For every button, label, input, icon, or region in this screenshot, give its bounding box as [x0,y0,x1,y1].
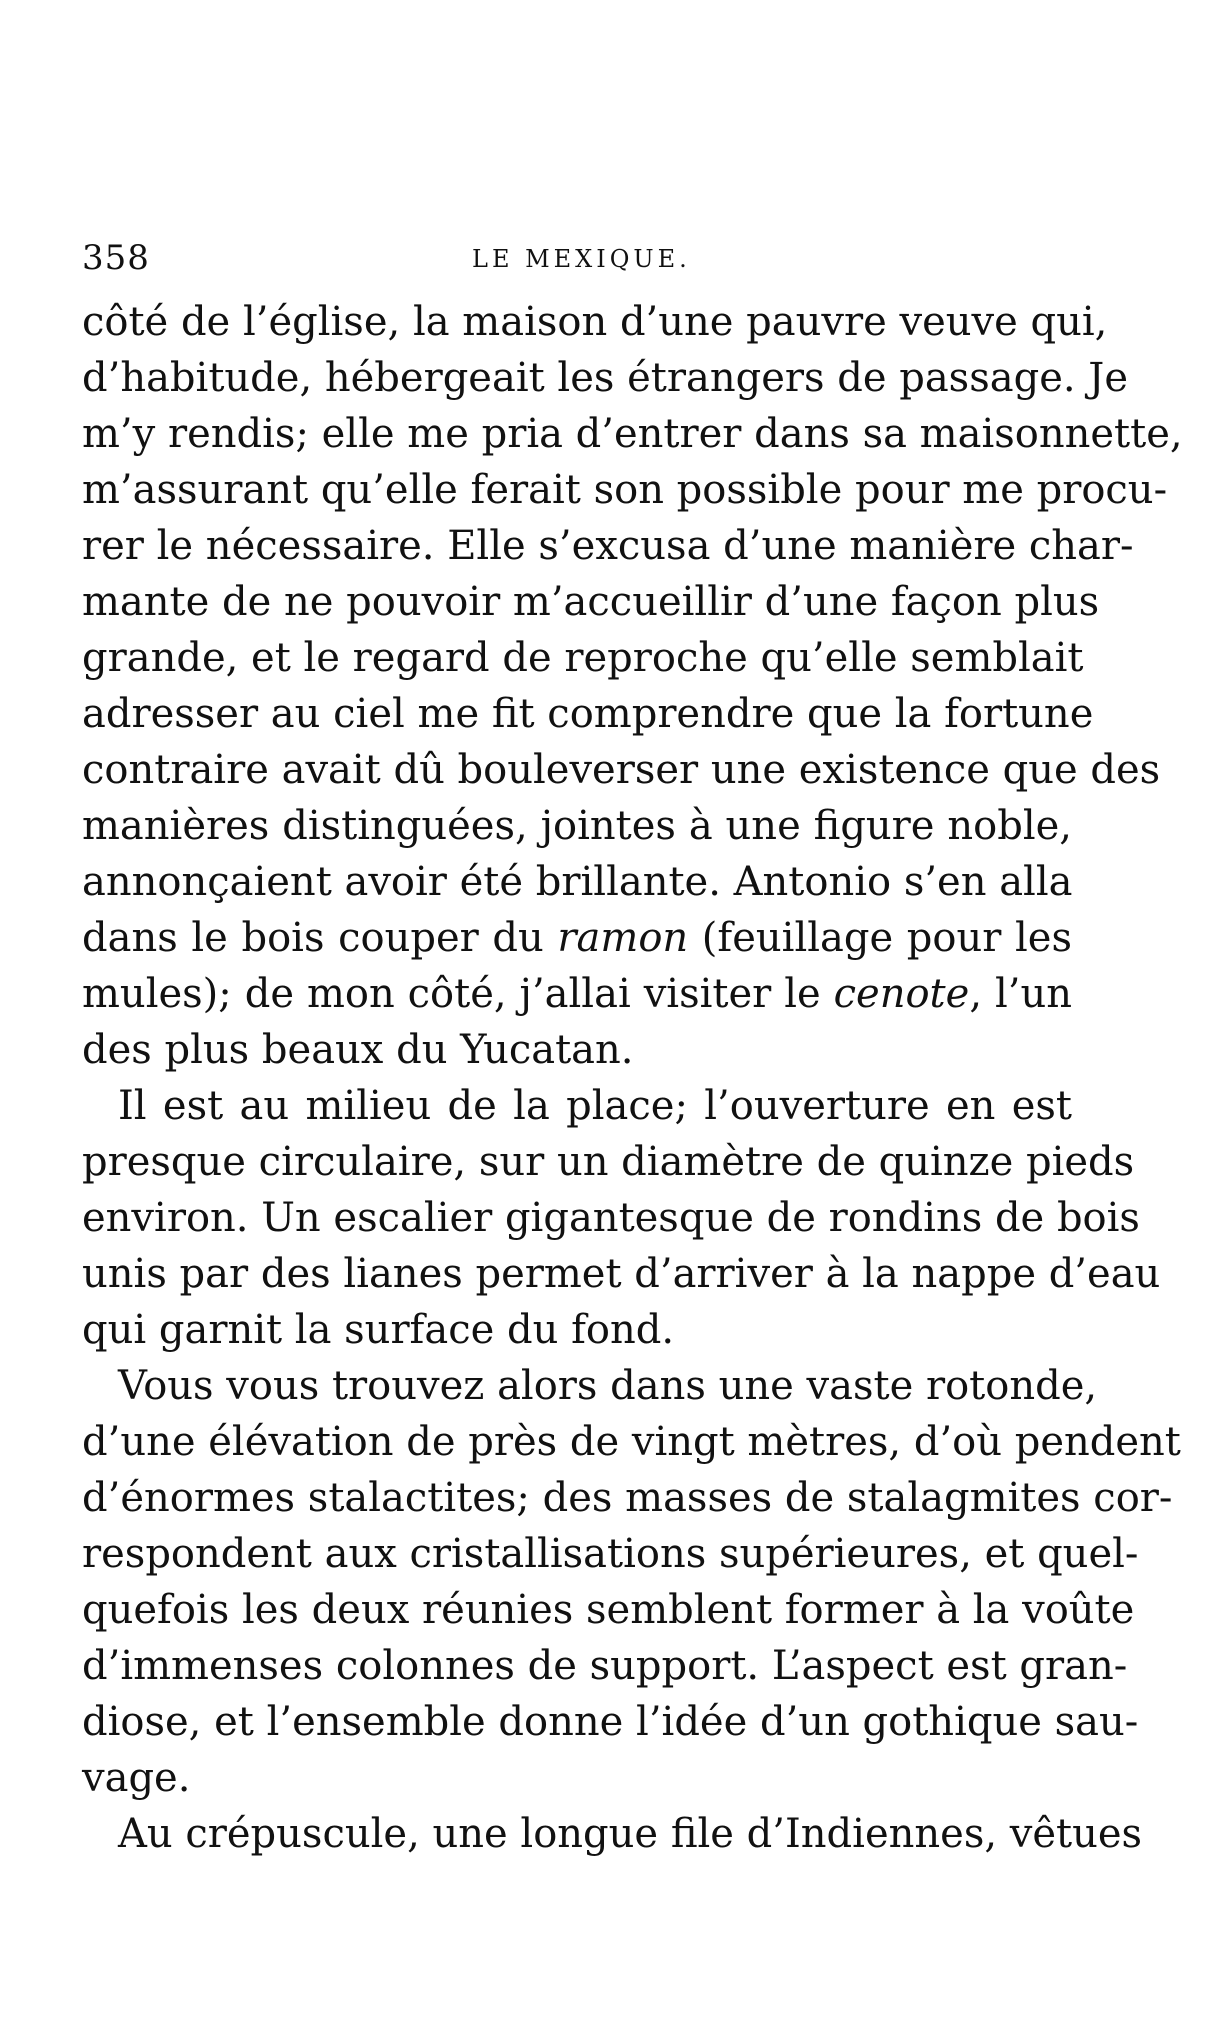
text-line: m’y rendis; elle me pria d’entrer dans sa maisonnette, [82,411,1183,457]
italic-term: cenote [833,971,970,1017]
text-line: annonçaient avoir été brillante. Antonio s’en alla [82,859,1073,905]
text-line: Il est au milieu de la place; l’ouverture en est [118,1083,1072,1129]
text-line: contraire avait dû bouleverser une existence que des [82,747,1161,793]
text-line: Au crépuscule, une longue file d’Indiennes, vêtues [118,1811,1143,1857]
text-line: des plus beaux du Yucatan. [82,1027,634,1073]
text-line: Vous vous trouvez alors dans une vaste rotonde, [118,1363,1098,1409]
text-segment: , l’un [969,971,1073,1017]
text-line: mante de ne pouvoir m’accueillir d’une façon plus [82,579,1100,625]
text-line: diose, et l’ensemble donne l’idée d’un gothique sau- [82,1699,1139,1745]
text-line: d’habitude, hébergeait les étrangers de passage. Je [82,355,1128,401]
text-segment: (feuillage pour les [688,915,1072,961]
text-line: qui garnit la surface du fond. [82,1307,675,1353]
text-line: unis par des lianes permet d’arriver à la nappe d’eau [82,1251,1161,1297]
text-line: grande, et le regard de reproche qu’elle semblait [82,635,1084,681]
page-number: 358 [82,238,150,278]
text-line: adresser au ciel me fit comprendre que la fortune [82,691,1094,737]
text-line: environ. Un escalier gigantesque de rondins de bois [82,1195,1140,1241]
text-segment: mules); de mon côté, j’allai visiter le [82,971,834,1017]
italic-term: ramon [557,915,689,961]
text-line: d’une élévation de près de vingt mètres, d’où pendent [82,1419,1181,1465]
text-line: d’immenses colonnes de support. L’aspect est gran- [82,1643,1128,1689]
text-line-with-italic [82,913,1072,963]
text-line: quefois les deux réunies semblent former à la voûte [82,1587,1135,1633]
text-line: d’énormes stalactites; des masses de stalagmites cor- [82,1475,1173,1521]
text-line: côté de l’église, la maison d’une pauvre veuve qui, [82,299,1108,345]
text-line: m’assurant qu’elle ferait son possible pour me procu- [82,467,1168,513]
text-line: manières distinguées, jointes à une figure noble, [82,803,1072,849]
text-line: rer le nécessaire. Elle s’excusa d’une manière char- [82,523,1134,569]
text-line-with-italic [82,969,1072,1019]
text-segment: dans le bois couper du [82,915,558,961]
running-head: LE MEXIQUE. [472,245,691,273]
text-line: presque circulaire, sur un diamètre de quinze pieds [82,1139,1135,1185]
text-line: respondent aux cristallisations supérieures, et quel- [82,1531,1139,1577]
text-line: vage. [82,1755,191,1801]
